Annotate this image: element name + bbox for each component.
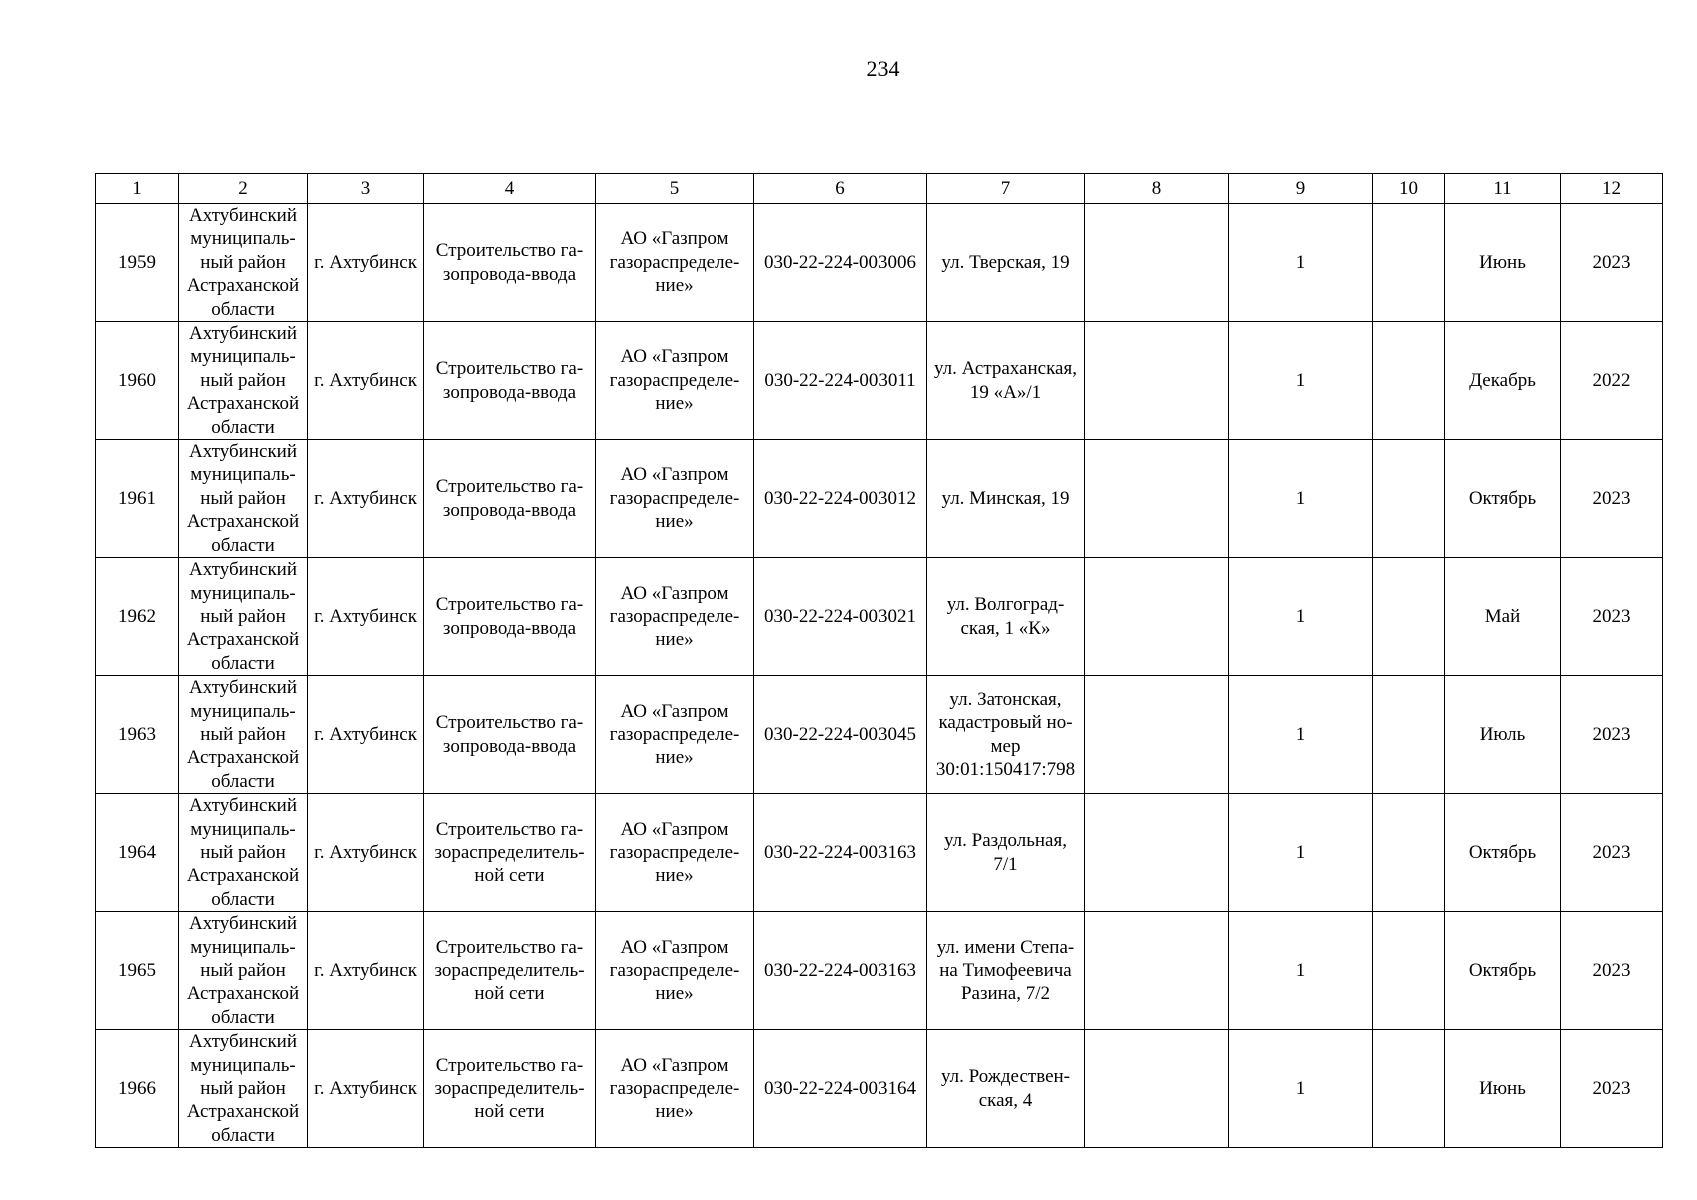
column-9-cell: 1	[1229, 440, 1373, 558]
column-header: 3	[308, 174, 424, 204]
table-row	[96, 322, 1663, 440]
city-cell: г. Ахтубинск	[308, 204, 424, 322]
column-9-cell: 1	[1229, 204, 1373, 322]
district-cell: Ахтубинский муниципаль- ный район Астраханской области	[179, 1030, 308, 1148]
page-number: 234	[866, 56, 900, 81]
code-cell: 030-22-224-003012	[754, 440, 927, 558]
address-cell: ул. Тверская, 19	[927, 204, 1085, 322]
year-cell: 2023	[1561, 204, 1663, 322]
work-cell: Строительство га- зопровода-ввода	[424, 204, 596, 322]
year-cell: 2023	[1561, 558, 1663, 676]
month-cell: Июнь	[1445, 1030, 1561, 1148]
city-cell: г. Ахтубинск	[308, 440, 424, 558]
column-8-cell	[1085, 1030, 1229, 1148]
column-10-cell	[1373, 676, 1445, 794]
column-10-cell	[1373, 912, 1445, 1030]
column-header: 12	[1561, 174, 1663, 204]
column-8-cell	[1085, 912, 1229, 1030]
organization-cell: АО «Газпром газораспределе- ние»	[596, 1030, 754, 1148]
column-header: 10	[1373, 174, 1445, 204]
row-number-cell: 1962	[96, 558, 179, 676]
column-header: 1	[96, 174, 179, 204]
address-cell: ул. имени Степа- на Тимофеевича Разина, 7/2	[927, 912, 1085, 1030]
row-number-cell: 1959	[96, 204, 179, 322]
column-10-cell	[1373, 322, 1445, 440]
district-cell: Ахтубинский муниципаль- ный район Астраханской области	[179, 676, 308, 794]
table-row	[96, 558, 1663, 676]
year-cell: 2023	[1561, 440, 1663, 558]
city-cell: г. Ахтубинск	[308, 794, 424, 912]
column-8-cell	[1085, 440, 1229, 558]
row-number-cell: 1961	[96, 440, 179, 558]
year-cell: 2023	[1561, 794, 1663, 912]
work-cell: Строительство га- зораспределитель- ной сети	[424, 794, 596, 912]
column-10-cell	[1373, 204, 1445, 322]
table-row	[96, 204, 1663, 322]
district-cell: Ахтубинский муниципаль- ный район Астраханской области	[179, 558, 308, 676]
month-cell: Декабрь	[1445, 322, 1561, 440]
column-9-cell: 1	[1229, 322, 1373, 440]
district-cell: Ахтубинский муниципаль- ный район Астраханской области	[179, 440, 308, 558]
month-cell: Июнь	[1445, 204, 1561, 322]
city-cell: г. Ахтубинск	[308, 676, 424, 794]
city-cell: г. Ахтубинск	[308, 912, 424, 1030]
data-table	[95, 173, 1663, 1148]
work-cell: Строительство га- зопровода-ввода	[424, 322, 596, 440]
column-header: 11	[1445, 174, 1561, 204]
table-row	[96, 1030, 1663, 1148]
code-cell: 030-22-224-003021	[754, 558, 927, 676]
column-9-cell: 1	[1229, 794, 1373, 912]
address-cell: ул. Рождествен- ская, 4	[927, 1030, 1085, 1148]
address-cell: ул. Астраханская, 19 «А»/1	[927, 322, 1085, 440]
table-row	[96, 440, 1663, 558]
work-cell: Строительство га- зопровода-ввода	[424, 676, 596, 794]
district-cell: Ахтубинский муниципаль- ный район Астраханской области	[179, 322, 308, 440]
table-row	[96, 794, 1663, 912]
organization-cell: АО «Газпром газораспределе- ние»	[596, 204, 754, 322]
column-header: 6	[754, 174, 927, 204]
column-9-cell: 1	[1229, 558, 1373, 676]
row-number-cell: 1963	[96, 676, 179, 794]
district-cell: Ахтубинский муниципаль- ный район Астраханской области	[179, 794, 308, 912]
column-8-cell	[1085, 558, 1229, 676]
year-cell: 2022	[1561, 322, 1663, 440]
organization-cell: АО «Газпром газораспределе- ние»	[596, 912, 754, 1030]
column-10-cell	[1373, 440, 1445, 558]
work-cell: Строительство га- зопровода-ввода	[424, 440, 596, 558]
year-cell: 2023	[1561, 676, 1663, 794]
address-cell: ул. Минская, 19	[927, 440, 1085, 558]
column-10-cell	[1373, 558, 1445, 676]
work-cell: Строительство га- зораспределитель- ной сети	[424, 912, 596, 1030]
organization-cell: АО «Газпром газораспределе- ние»	[596, 794, 754, 912]
code-cell: 030-22-224-003006	[754, 204, 927, 322]
column-8-cell	[1085, 322, 1229, 440]
column-8-cell	[1085, 204, 1229, 322]
table-header-row	[96, 174, 1663, 204]
city-cell: г. Ахтубинск	[308, 1030, 424, 1148]
row-number-cell: 1960	[96, 322, 179, 440]
city-cell: г. Ахтубинск	[308, 322, 424, 440]
district-cell: Ахтубинский муниципаль- ный район Астраханской области	[179, 912, 308, 1030]
column-header: 4	[424, 174, 596, 204]
code-cell: 030-22-224-003163	[754, 794, 927, 912]
column-header: 9	[1229, 174, 1373, 204]
column-9-cell: 1	[1229, 912, 1373, 1030]
year-cell: 2023	[1561, 1030, 1663, 1148]
month-cell: Октябрь	[1445, 440, 1561, 558]
row-number-cell: 1966	[96, 1030, 179, 1148]
column-10-cell	[1373, 1030, 1445, 1148]
code-cell: 030-22-224-003164	[754, 1030, 927, 1148]
column-8-cell	[1085, 676, 1229, 794]
code-cell: 030-22-224-003011	[754, 322, 927, 440]
month-cell: Июль	[1445, 676, 1561, 794]
row-number-cell: 1964	[96, 794, 179, 912]
column-header: 7	[927, 174, 1085, 204]
table-row	[96, 912, 1663, 1030]
organization-cell: АО «Газпром газораспределе- ние»	[596, 676, 754, 794]
organization-cell: АО «Газпром газораспределе- ние»	[596, 440, 754, 558]
table-row	[96, 676, 1663, 794]
month-cell: Октябрь	[1445, 912, 1561, 1030]
address-cell: ул. Волгоград- ская, 1 «К»	[927, 558, 1085, 676]
organization-cell: АО «Газпром газораспределе- ние»	[596, 558, 754, 676]
code-cell: 030-22-224-003045	[754, 676, 927, 794]
city-cell: г. Ахтубинск	[308, 558, 424, 676]
column-header: 2	[179, 174, 308, 204]
row-number-cell: 1965	[96, 912, 179, 1030]
month-cell: Май	[1445, 558, 1561, 676]
month-cell: Октябрь	[1445, 794, 1561, 912]
code-cell: 030-22-224-003163	[754, 912, 927, 1030]
district-cell: Ахтубинский муниципаль- ный район Астраханской области	[179, 204, 308, 322]
column-header: 8	[1085, 174, 1229, 204]
column-header: 5	[596, 174, 754, 204]
column-10-cell	[1373, 794, 1445, 912]
column-9-cell: 1	[1229, 676, 1373, 794]
work-cell: Строительство га- зораспределитель- ной сети	[424, 1030, 596, 1148]
address-cell: ул. Раздольная, 7/1	[927, 794, 1085, 912]
column-9-cell: 1	[1229, 1030, 1373, 1148]
column-8-cell	[1085, 794, 1229, 912]
address-cell: ул. Затонская, кадастровый но- мер 30:01:150417:798	[927, 676, 1085, 794]
organization-cell: АО «Газпром газораспределе- ние»	[596, 322, 754, 440]
work-cell: Строительство га- зопровода-ввода	[424, 558, 596, 676]
year-cell: 2023	[1561, 912, 1663, 1030]
table-body	[96, 174, 1663, 1148]
